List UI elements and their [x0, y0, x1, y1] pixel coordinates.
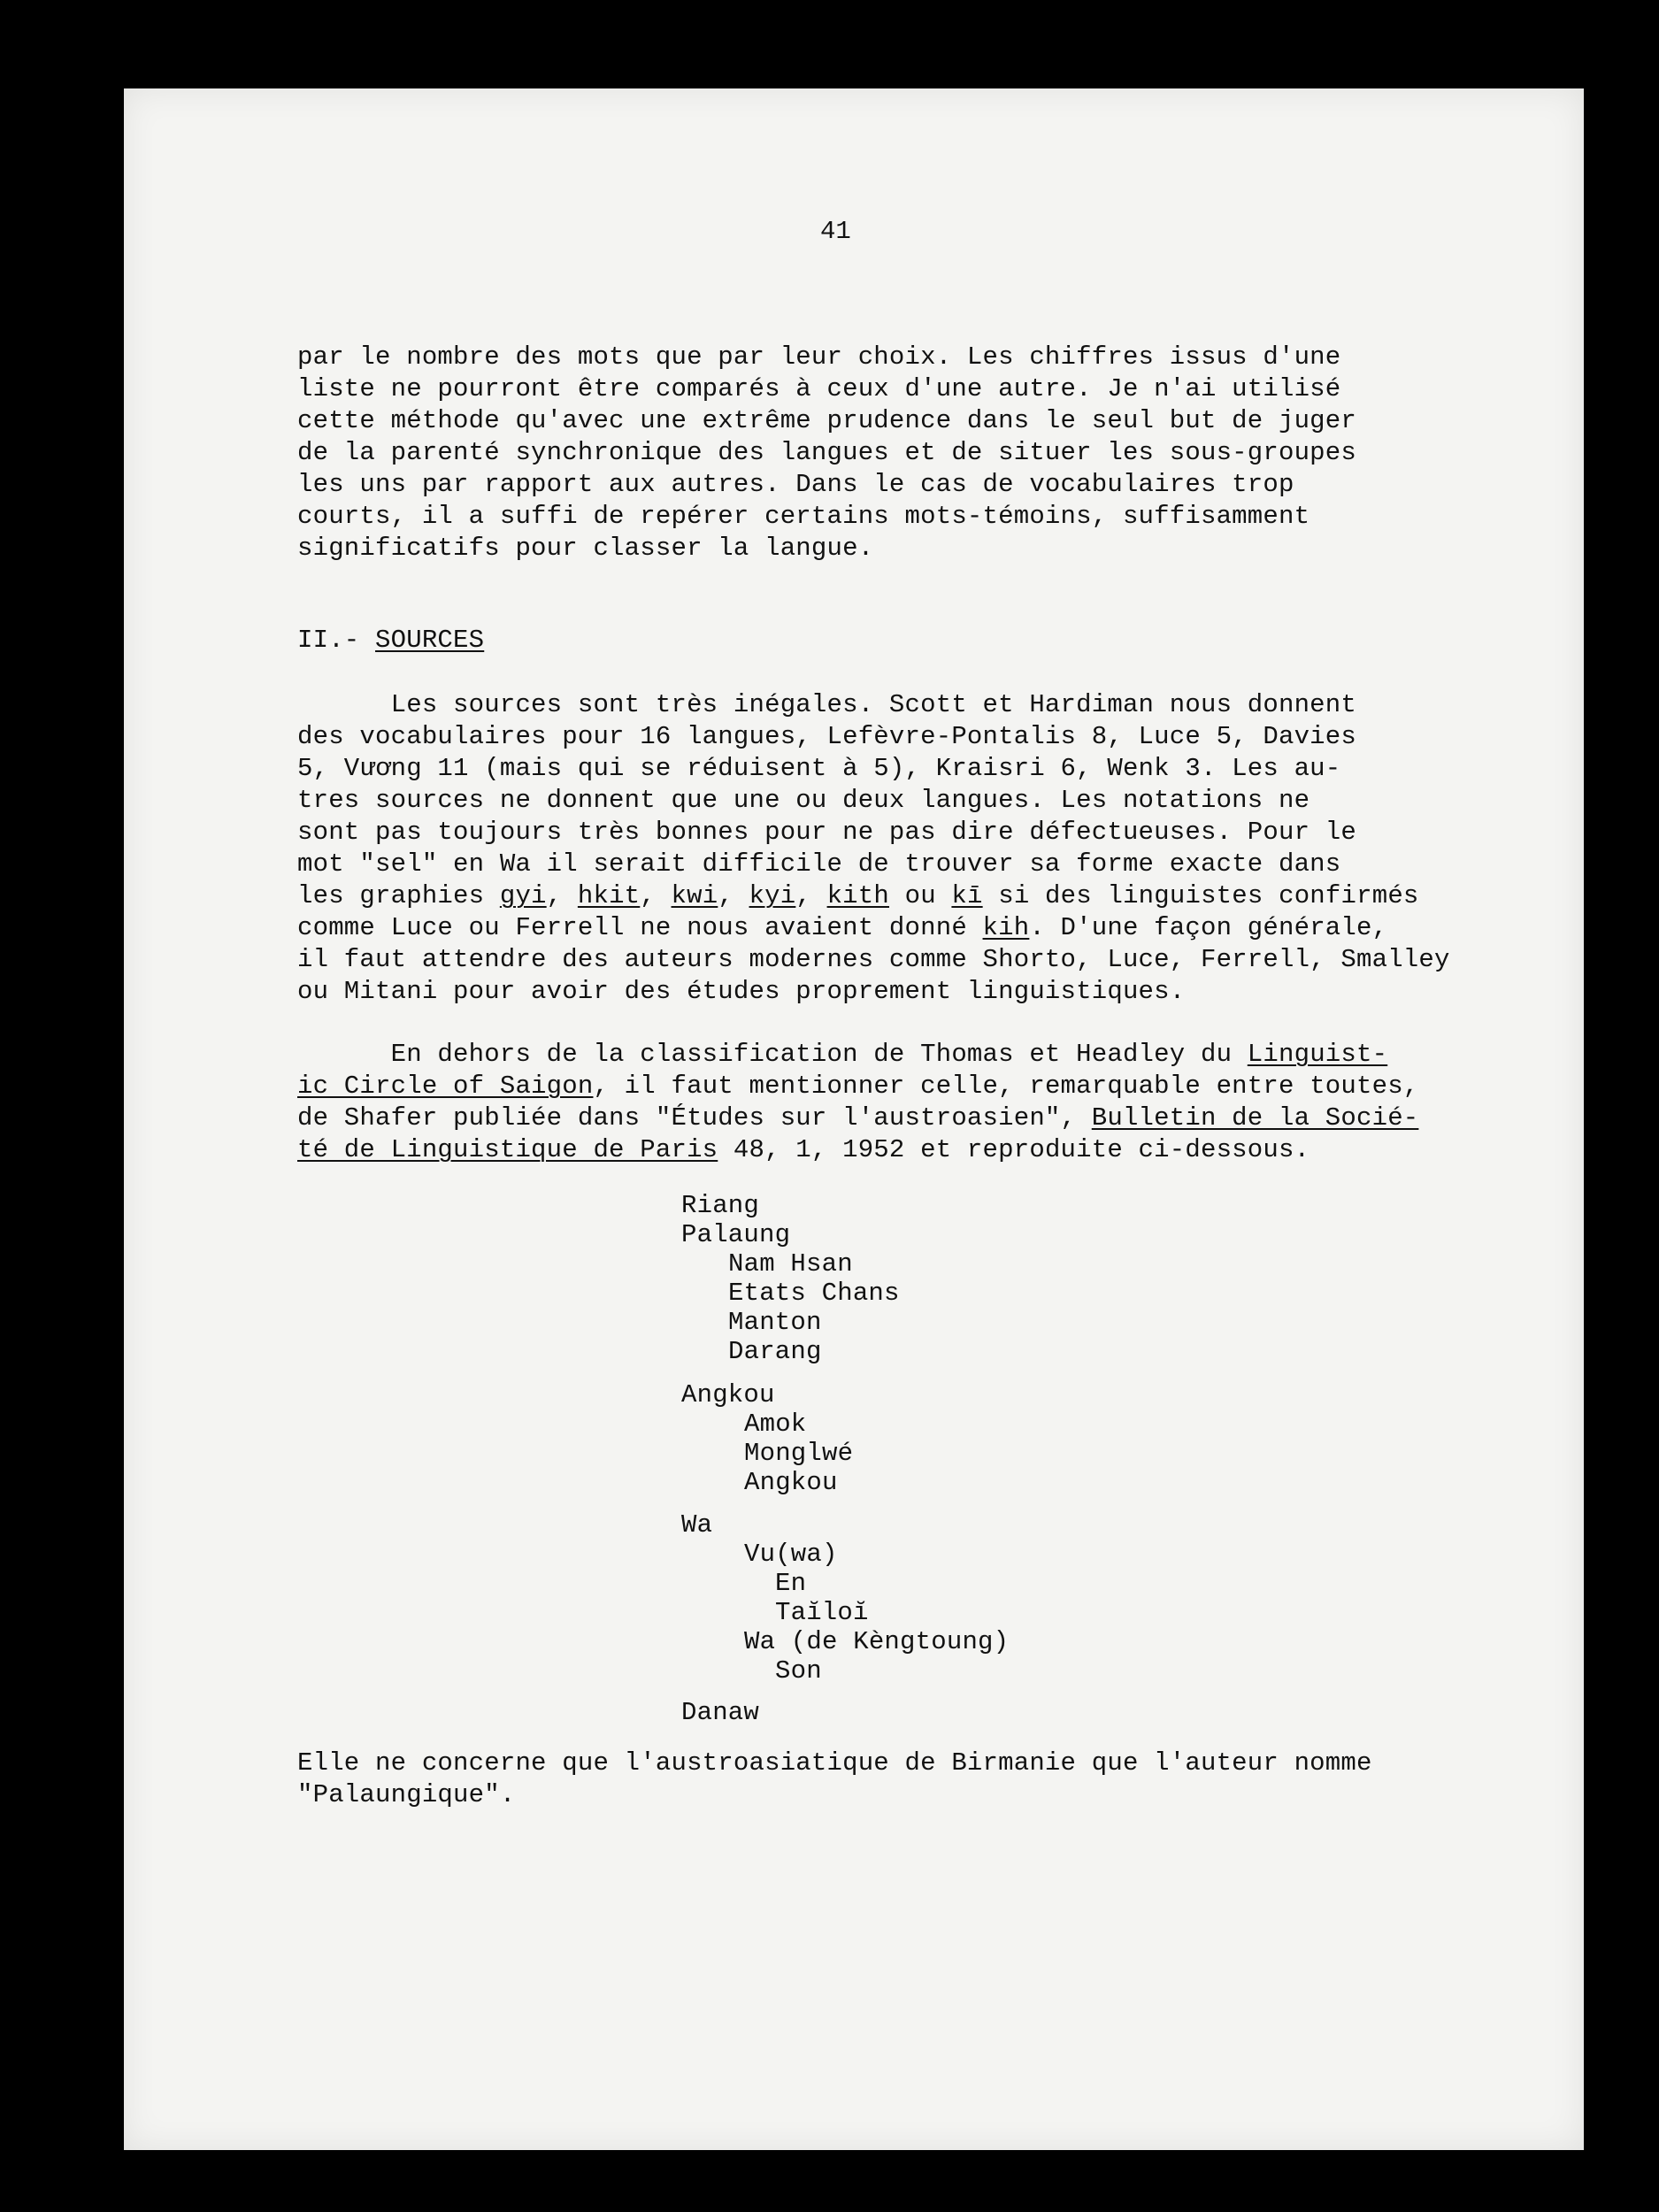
text-run: 48, 1, 1952 et reproduite ci-dessous. [718, 1135, 1310, 1164]
classification-item: Angkou [744, 1468, 838, 1497]
text-run: , il faut mentionner celle, remarquable entre toutes, [593, 1071, 1419, 1101]
graphy-form: kih [982, 913, 1030, 942]
graphy-form: gyi [499, 881, 547, 910]
classification-item: Palaung [681, 1220, 791, 1249]
paragraph-line: "Palaungique". [297, 1780, 516, 1809]
graphy-form: kith [826, 881, 889, 910]
classification-item: Riang [681, 1191, 760, 1220]
classification-item: Angkou [681, 1380, 775, 1409]
classification-item: Nam Hsan [728, 1249, 853, 1279]
publication-title: Linguist- [1247, 1040, 1388, 1069]
paragraph-line: significatifs pour classer la langue. [297, 534, 874, 563]
page-number: 41 [820, 217, 851, 246]
text-run: , [718, 881, 749, 910]
paragraph-line: il faut attendre des auteurs modernes comme Shorto, Luce, Ferrell, Smalley [297, 945, 1450, 974]
text-run: . D'une façon générale, [1029, 913, 1388, 942]
paragraph-line: mot "sel" en Wa il serait difficile de trouver sa forme exacte dans [297, 849, 1341, 879]
section-number: II.- [297, 626, 376, 655]
publication-title: Bulletin de la Socié- [1091, 1103, 1419, 1133]
paragraph-line: cette méthode qu'avec une extrême prudence dans le seul but de juger [297, 406, 1356, 435]
graphy-form: kī [951, 881, 983, 910]
paragraph-line: 5, Vương 11 (mais qui se réduisent à 5), Kraisri 6, Wenk 3. Les au- [297, 754, 1341, 783]
classification-item: Etats Chans [728, 1279, 900, 1308]
classification-item: Taĭloĭ [775, 1598, 869, 1627]
paragraph-line: courts, il a suffi de repérer certains mots-témoins, suffisamment [297, 502, 1310, 531]
publication-title: ic Circle of Saigon [297, 1071, 594, 1101]
text-run: si des linguistes confirmés [982, 881, 1419, 910]
paragraph-line: Les sources sont très inégales. Scott et Hardiman nous donnent [297, 690, 1356, 719]
paragraph-line: liste ne pourront être comparés à ceux d'une autre. Je n'ai utilisé [297, 374, 1341, 403]
classification-item: Wa [681, 1510, 713, 1540]
graphy-form: kyi [749, 881, 796, 910]
classification-item: Darang [728, 1337, 822, 1366]
section-title: SOURCES [375, 626, 485, 655]
paragraph-line: sont pas toujours très bonnes pour ne pas dire défectueuses. Pour le [297, 818, 1356, 847]
text-run: , [795, 881, 827, 910]
classification-item: Vu(wa) [744, 1540, 838, 1569]
text-run: ou [889, 881, 952, 910]
paragraph-line [297, 1102, 1418, 1134]
text-run: En dehors de la classification de Thomas et Headley du [297, 1040, 1248, 1069]
classification-item: En [775, 1569, 807, 1598]
classification-item: Son [775, 1656, 822, 1686]
paragraph-line [297, 1071, 1418, 1102]
paragraph-line: les uns par rapport aux autres. Dans le cas de vocabulaires trop [297, 470, 1294, 499]
paragraph-line [297, 1039, 1387, 1071]
paragraph-line: par le nombre des mots que par leur choix. Les chiffres issus d'une [297, 342, 1341, 372]
text-run: , [546, 881, 578, 910]
section-heading [297, 625, 484, 657]
paragraph-line: des vocabulaires pour 16 langues, Lefèvre-Pontalis 8, Luce 5, Davies [297, 722, 1356, 751]
paragraph-line: Elle ne concerne que l'austroasiatique de Birmanie que l'auteur nomme [297, 1748, 1372, 1778]
paragraph-line [297, 1134, 1310, 1166]
text-run: les graphies [297, 881, 500, 910]
graphy-form: hkit [577, 881, 641, 910]
classification-item: Amok [744, 1409, 807, 1439]
classification-item: Monglwé [744, 1439, 854, 1468]
paragraph-line [297, 912, 1387, 944]
classification-item: Danaw [681, 1698, 760, 1727]
text-run: de Shafer publiée dans "Études sur l'austroasien", [297, 1103, 1092, 1133]
text-run: , [640, 881, 672, 910]
publication-title: té de Linguistique de Paris [297, 1135, 718, 1164]
paragraph-line [297, 880, 1419, 912]
paragraph-line: ou Mitani pour avoir des études proprement linguistiques. [297, 977, 1186, 1006]
text-run: comme Luce ou Ferrell ne nous avaient donné [297, 913, 983, 942]
classification-item: Manton [728, 1308, 822, 1337]
paragraph-line: tres sources ne donnent que une ou deux langues. Les notations ne [297, 786, 1310, 815]
graphy-form: kwi [671, 881, 718, 910]
paragraph-line: de la parenté synchronique des langues et de situer les sous-groupes [297, 438, 1356, 467]
classification-item: Wa (de Kèngtoung) [744, 1627, 1010, 1656]
